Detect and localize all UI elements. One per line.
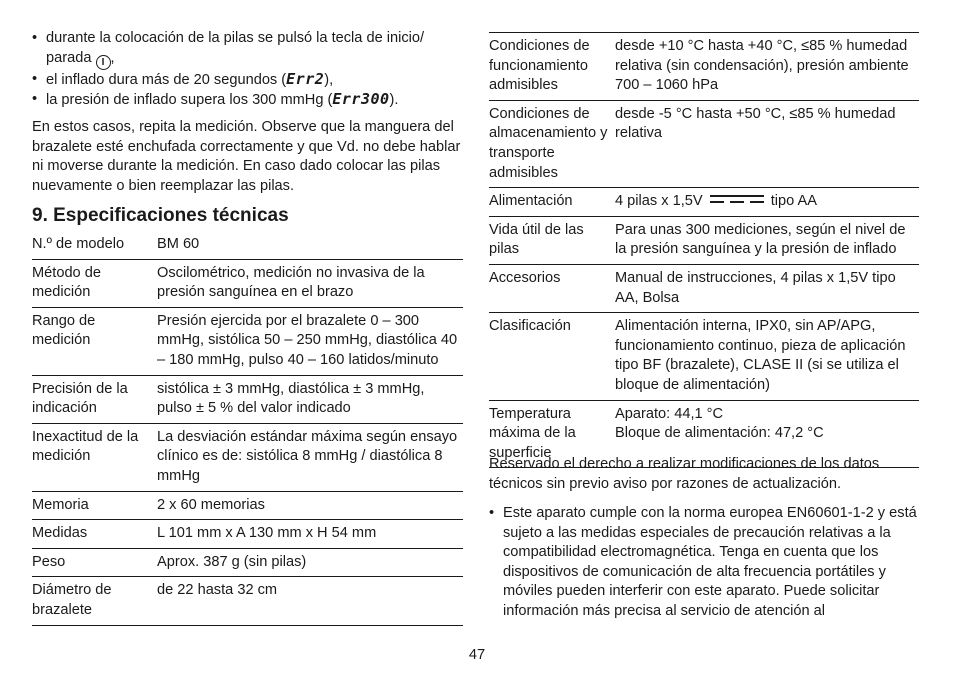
spec-key: Temperatura máxima de la superficie — [489, 405, 576, 461]
spec-key: Medidas — [32, 525, 88, 542]
spec-key: Accesorios — [489, 269, 561, 286]
spec-value: Para unas 300 mediciones, según el nivel de la presión sanguínea y la presión de inflado — [615, 221, 906, 258]
spec-key: Condiciones de funcionamiento admisibles — [489, 38, 590, 94]
spec-value-line: Aparato: 44,1 °C — [615, 405, 724, 422]
table-row — [489, 313, 919, 400]
emc-list — [489, 504, 919, 622]
error-code-err2: Err2 — [286, 69, 325, 88]
table-row — [489, 33, 919, 101]
table-row — [32, 577, 463, 625]
section-heading: 9. Especificaciones técnicas — [32, 205, 289, 226]
error-causes-list — [32, 29, 463, 111]
spec-value-part: 4 pilas x 1,5V — [615, 193, 703, 210]
spec-key: Clasificación — [489, 318, 571, 335]
repeat-measurement-paragraph: En estos casos, repita la medición. Observe que la manguera del brazalete esté enchufada correctamente y que Vd. no debe hablar ni moverse durante la medición. En caso dado colocar las pilas nuevamente o bien reemplazar las pilas. — [32, 119, 461, 194]
bullet-text: durante la colocación de la pilas se pulsó la tecla de inicio/ parada — [46, 30, 425, 66]
spec-table-left — [32, 231, 463, 626]
spec-value-line: Bloque de alimentación: 47,2 °C — [615, 425, 824, 442]
table-row — [489, 188, 919, 217]
table-row — [32, 307, 463, 375]
list-item — [32, 70, 463, 91]
bullet-text: ), — [324, 71, 334, 88]
spec-value: de 22 hasta 32 cm — [157, 582, 278, 599]
spec-key: Método de medición — [32, 264, 101, 301]
spec-key: Vida útil de las pilas — [489, 221, 584, 258]
bullet-text: , — [110, 49, 115, 66]
spec-key: Diámetro de brazalete — [32, 582, 112, 618]
spec-value: desde +10 °C hasta +40 °C, ≤85 % humedad relativa (sin condensación), presión ambiente 700 – 1060 hPa — [615, 38, 909, 94]
bullet-text: ). — [389, 92, 399, 109]
table-row — [32, 520, 463, 549]
power-icon: I — [96, 55, 111, 70]
bullet-text: el inflado dura más de 20 segundos ( — [46, 71, 287, 88]
dc-symbol-icon — [710, 195, 764, 204]
table-row — [489, 100, 919, 187]
list-item: • Este aparato cumple con la norma europea EN60601-1-2 y está sujeto a las medidas especiales de precaución relativas a la compatibilidad electromagnética. Tenga en cuenta que los dispositivos de comunicación de alta frecuencia portátiles y móviles pueden interferir con este aparato. Puede solicitar información más precisa al servicio de atención al — [489, 504, 919, 622]
spec-key: Condiciones de almacenamiento y transporte admisibles — [489, 105, 608, 181]
spec-value: Aprox. 387 g (sin pilas) — [157, 553, 307, 570]
spec-value: sistólica ± 3 mmHg, diastólica ± 3 mmHg, pulso ± 5 % del valor indicado — [157, 380, 425, 417]
spec-value — [615, 188, 919, 217]
spec-key: N.º de modelo — [32, 236, 125, 252]
spec-value: Alimentación interna, IPX0, sin AP/APG, funcionamiento continuo, pieza de aplicación tipo BF (brazalete), CLASE II (si se utiliza el bloque de alimentación) — [615, 318, 906, 393]
spec-value: La desviación estándar máxima según ensayo clínico es de: sistólica 8 mmHg / diastólica 8 mmHg — [157, 428, 458, 484]
spec-key: Memoria — [32, 496, 89, 513]
table-row — [32, 548, 463, 577]
spec-key: Alimentación — [489, 193, 573, 210]
spec-value: desde -5 °C hasta +50 °C, ≤85 % humedad relativa — [615, 105, 896, 142]
spec-value-part: tipo AA — [770, 193, 817, 210]
spec-value: BM 60 — [157, 236, 200, 252]
spec-key: Precisión de la indicación — [32, 380, 128, 417]
spec-key: Rango de medición — [32, 312, 96, 349]
spec-key: Inexactitud de la medición — [32, 428, 139, 465]
table-row — [489, 264, 919, 312]
spec-key: Peso — [32, 553, 66, 570]
spec-value: Manual de instrucciones, 4 pilas x 1,5V tipo AA, Bolsa — [615, 269, 896, 306]
spec-value: Oscilométrico, medición no invasiva de la presión sanguínea en el brazo — [157, 264, 425, 301]
spec-value: Presión ejercida por el brazalete 0 – 300 mmHg, sistólica 50 – 250 mmHg, diastólica 40 – 180 mmHg, pulso 40 – 160 latidos/minuto — [157, 312, 458, 368]
spec-table-right — [489, 32, 919, 468]
error-code-err300: Err300 — [332, 90, 390, 109]
list-item — [32, 90, 463, 111]
table-row — [32, 491, 463, 520]
modification-note: Reservado el derecho a realizar modificaciones de los datos técnicos sin previo aviso por razones de actualización. — [489, 456, 880, 492]
bullet-text: la presión de inflado supera los 300 mmHg ( — [46, 92, 333, 109]
table-row — [489, 216, 919, 264]
spec-value: L 101 mm x A 130 mm x H 54 mm — [157, 525, 377, 542]
page-number: 47 — [468, 647, 486, 663]
table-row — [32, 375, 463, 423]
list-item — [32, 29, 463, 70]
table-row — [32, 259, 463, 307]
table-row — [32, 423, 463, 491]
spec-value: 2 x 60 memorias — [157, 496, 265, 513]
table-row — [32, 231, 463, 259]
